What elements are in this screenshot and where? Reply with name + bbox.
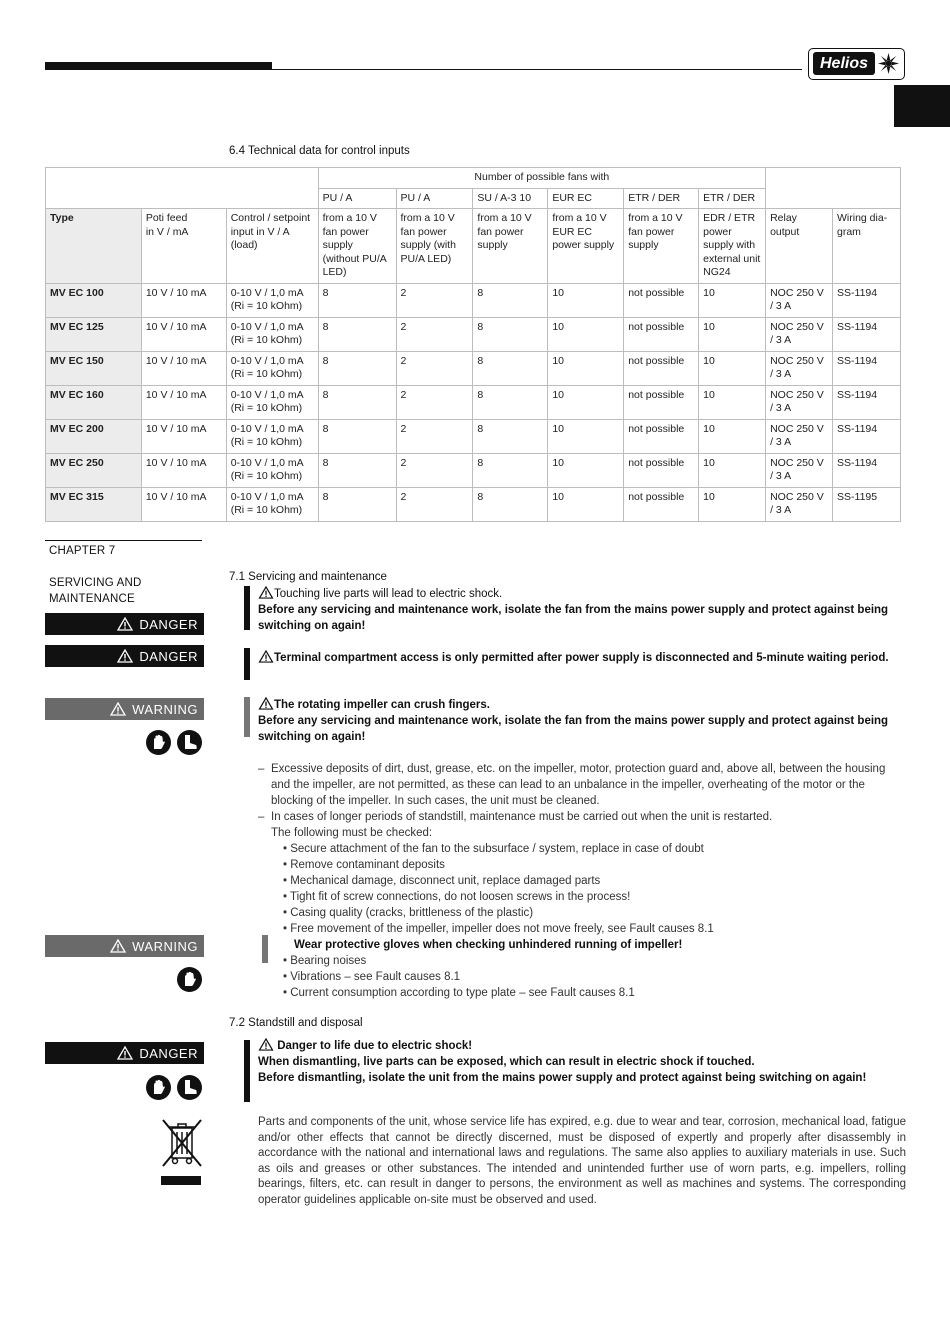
type-cell: MV EC 125 bbox=[46, 317, 142, 351]
table-cell: not possible bbox=[624, 283, 699, 317]
section-6-4-title: 6.4 Technical data for control inputs bbox=[229, 145, 410, 157]
danger-1-line1: Touching live parts will lead to electric shock. bbox=[274, 588, 503, 600]
warning-badge bbox=[45, 935, 204, 957]
table-cell: 8 bbox=[318, 351, 396, 385]
check-item: • Bearing noises bbox=[283, 955, 367, 967]
chapter-rule bbox=[45, 540, 202, 541]
sub-header: PU / A bbox=[318, 188, 396, 209]
column-header: EDR / ETR power supply with external unit NG24 bbox=[699, 209, 766, 284]
table-cell: 10 bbox=[699, 385, 766, 419]
table-cell: 10 bbox=[548, 487, 624, 521]
chapter-title-line1: SERVICING AND bbox=[49, 577, 142, 589]
group-header: Number of possible fans with bbox=[318, 168, 766, 189]
chapter-tab-marker bbox=[894, 85, 950, 127]
type-cell: MV EC 100 bbox=[46, 283, 142, 317]
table-cell: 8 bbox=[473, 487, 548, 521]
danger-badge bbox=[45, 645, 204, 667]
chapter-title-line2: MAINTENANCE bbox=[49, 593, 135, 605]
sub-header: PU / A bbox=[396, 188, 473, 209]
danger-3-line1: Danger to life due to electric shock! bbox=[277, 1040, 473, 1052]
table-cell: SS-1194 bbox=[833, 453, 901, 487]
danger-1-line2: Before any servicing and maintenance work, isolate the fan from the mains power supply and protect against being switching on again! bbox=[258, 604, 889, 632]
type-cell: MV EC 150 bbox=[46, 351, 142, 385]
table-row bbox=[46, 453, 901, 487]
table-row bbox=[46, 419, 901, 453]
table-cell: 0-10 V / 1,0 mA (Ri = 10 kOhm) bbox=[226, 419, 318, 453]
danger-badge-label: DANGER bbox=[139, 616, 198, 632]
disposal-paragraph: Parts and components of the unit, whose service life has expired, e.g. due to wear and tear, corrosion, mechanical load, fatigue and/or other effects that cannot be directly discerned, must be disposed of expertly and properly after disassembly in accordance with the national and international laws and regulations. The same also applies to auxiliary materials in use. Such as oils and greases or other substances. The intended and unintended further use of worn parts, e.g. impellers, rolling bearings, filters, etc. can result in danger to persons, the environment as well as machines and systems. The corresponding operator guidelines applicable on-site must be observed and used. bbox=[258, 1116, 906, 1206]
check-item: • Mechanical damage, disconnect unit, replace damaged parts bbox=[283, 875, 601, 887]
dash-item-2: In cases of longer periods of standstill, maintenance must be carried out when the unit is restarted. bbox=[271, 811, 773, 823]
fan-icon bbox=[877, 52, 900, 75]
table-cell: SS-1195 bbox=[833, 487, 901, 521]
warning-badge-label: WARNING bbox=[132, 938, 198, 954]
check-item: • Remove contaminant deposits bbox=[283, 859, 445, 871]
check-item: • Current consumption according to type plate – see Fault causes 8.1 bbox=[283, 987, 635, 999]
table-cell: 10 bbox=[548, 317, 624, 351]
column-header: Control / setpoint input in V / A (load) bbox=[226, 209, 318, 284]
type-cell: MV EC 250 bbox=[46, 453, 142, 487]
table-cell: 8 bbox=[473, 351, 548, 385]
table-cell: 10 bbox=[699, 283, 766, 317]
danger-2-text: Terminal compartment access is only permitted after power supply is disconnected and 5-minute waiting period. bbox=[274, 652, 889, 664]
danger-notice-2 bbox=[258, 650, 906, 666]
check-intro: The following must be checked: bbox=[271, 827, 433, 839]
table-cell: 2 bbox=[396, 453, 473, 487]
check-list-2 bbox=[283, 953, 635, 1001]
table-cell: 10 V / 10 mA bbox=[141, 283, 226, 317]
warning-1-line1: The rotating impeller can crush fingers. bbox=[274, 699, 490, 711]
danger-badge bbox=[45, 1042, 204, 1064]
table-body bbox=[46, 283, 901, 521]
table-cell: NOC 250 V / 3 A bbox=[766, 317, 833, 351]
warning-triangle-icon bbox=[258, 1038, 274, 1051]
danger-marker-bar bbox=[244, 1040, 250, 1102]
warning-triangle-icon bbox=[117, 617, 133, 631]
check-item: • Casing quality (cracks, brittleness of the plastic) bbox=[283, 907, 534, 919]
table-cell: 0-10 V / 1,0 mA (Ri = 10 kOhm) bbox=[226, 351, 318, 385]
table-row bbox=[46, 385, 901, 419]
type-cell: MV EC 160 bbox=[46, 385, 142, 419]
control-inputs-table bbox=[45, 167, 901, 522]
table-cell: SS-1194 bbox=[833, 419, 901, 453]
table-cell: 8 bbox=[318, 283, 396, 317]
sub-header: ETR / DER bbox=[699, 188, 766, 209]
table-cell: 8 bbox=[318, 453, 396, 487]
check-item: • Vibrations – see Fault causes 8.1 bbox=[283, 971, 461, 983]
dash-bullet-1: – bbox=[258, 763, 265, 775]
danger-badge bbox=[45, 613, 204, 635]
warning-marker-bar bbox=[244, 697, 250, 737]
table-cell: 8 bbox=[318, 385, 396, 419]
table-cell: 8 bbox=[473, 283, 548, 317]
logo-text: Helios bbox=[813, 52, 875, 75]
table-group-header-row bbox=[46, 168, 901, 189]
table-cell: 8 bbox=[318, 487, 396, 521]
warning-notice-1 bbox=[258, 697, 906, 745]
check-list bbox=[283, 841, 714, 937]
danger-3-line3: Before dismantling, isolate the unit from the mains power supply and protect against being switching on again! bbox=[258, 1072, 867, 1084]
table-cell: 10 V / 10 mA bbox=[141, 351, 226, 385]
table-cell: 2 bbox=[396, 351, 473, 385]
table-cell: 10 bbox=[548, 351, 624, 385]
gloves-note: Wear protective gloves when checking unhindered running of impeller! bbox=[294, 939, 683, 951]
table-cell: 8 bbox=[318, 317, 396, 351]
table-cell: 10 bbox=[548, 453, 624, 487]
table-cell: 8 bbox=[473, 453, 548, 487]
warning-triangle-icon bbox=[117, 649, 133, 663]
table-cell: 10 V / 10 mA bbox=[141, 385, 226, 419]
sub-header: EUR EC bbox=[548, 188, 624, 209]
dash-item-1: Excessive deposits of dirt, dust, grease, etc. on the impeller, motor, protection guard and, above all, between the housing and the impeller, are not permitted, as these can lead to an unbalance in the impeller, overheating of the motor or the blocking of the impeller. In such cases, the unit must be cleaned. bbox=[271, 763, 886, 807]
weee-bin-icon bbox=[160, 1118, 204, 1193]
table-row bbox=[46, 283, 901, 317]
column-header: Relay output bbox=[766, 209, 833, 284]
table-cell: 2 bbox=[396, 385, 473, 419]
table-cell: 2 bbox=[396, 283, 473, 317]
type-cell: MV EC 200 bbox=[46, 419, 142, 453]
type-cell: MV EC 315 bbox=[46, 487, 142, 521]
column-header: Type bbox=[46, 209, 142, 284]
table-cell: 10 bbox=[699, 453, 766, 487]
danger-marker-bar bbox=[244, 648, 250, 680]
dash-bullet-2: – bbox=[258, 811, 265, 823]
column-header: from a 10 V fan power supply (without PU/A LED) bbox=[318, 209, 396, 284]
gloves-icon bbox=[146, 1075, 171, 1100]
table-cell: not possible bbox=[624, 351, 699, 385]
danger-notice-1 bbox=[258, 586, 906, 634]
warning-badge bbox=[45, 698, 204, 720]
chapter-label: CHAPTER 7 bbox=[49, 545, 116, 557]
column-header: from a 10 V fan power supply bbox=[624, 209, 699, 284]
table-cell: 8 bbox=[473, 419, 548, 453]
table-cell: not possible bbox=[624, 419, 699, 453]
table-cell: 2 bbox=[396, 487, 473, 521]
gloves-icon bbox=[177, 967, 202, 992]
danger-badge-label: DANGER bbox=[139, 648, 198, 664]
danger-notice-3 bbox=[258, 1038, 906, 1086]
section-7-2-title: 7.2 Standstill and disposal bbox=[229, 1017, 363, 1029]
table-cell: NOC 250 V / 3 A bbox=[766, 487, 833, 521]
table-cell: NOC 250 V / 3 A bbox=[766, 351, 833, 385]
table-row bbox=[46, 317, 901, 351]
table-cell: not possible bbox=[624, 385, 699, 419]
helios-logo bbox=[808, 48, 905, 80]
warning-triangle-icon bbox=[110, 702, 126, 716]
table-blank-corner bbox=[46, 168, 319, 209]
table-cell: 10 bbox=[548, 419, 624, 453]
danger-3-line2: When dismantling, live parts can be exposed, which can result in electric shock if touched. bbox=[258, 1056, 755, 1068]
table-cell: NOC 250 V / 3 A bbox=[766, 453, 833, 487]
table-cell: SS-1194 bbox=[833, 283, 901, 317]
safety-boots-icon bbox=[177, 730, 202, 755]
table-cell: not possible bbox=[624, 487, 699, 521]
table-cell: 2 bbox=[396, 317, 473, 351]
danger-marker-bar bbox=[244, 586, 250, 630]
table-row bbox=[46, 351, 901, 385]
check-item: • Tight fit of screw connections, do not loosen screws in the process! bbox=[283, 891, 631, 903]
table-cell: 0-10 V / 1,0 mA (Ri = 10 kOhm) bbox=[226, 317, 318, 351]
warning-marker-bar bbox=[262, 935, 268, 963]
column-header: from a 10 V fan power supply bbox=[473, 209, 548, 284]
table-cell: SS-1194 bbox=[833, 351, 901, 385]
table-blank-right bbox=[766, 168, 901, 209]
table-cell: 0-10 V / 1,0 mA (Ri = 10 kOhm) bbox=[226, 453, 318, 487]
check-item: • Secure attachment of the fan to the subsurface / system, replace in case of doubt bbox=[283, 843, 704, 855]
table-cell: 8 bbox=[318, 419, 396, 453]
warning-badge-label: WARNING bbox=[132, 701, 198, 717]
table-cell: NOC 250 V / 3 A bbox=[766, 385, 833, 419]
table-cell: NOC 250 V / 3 A bbox=[766, 283, 833, 317]
warning-triangle-icon bbox=[258, 697, 274, 710]
table-column-header-row bbox=[46, 209, 901, 284]
table-cell: 10 V / 10 mA bbox=[141, 453, 226, 487]
table-cell: 10 V / 10 mA bbox=[141, 317, 226, 351]
column-header: from a 10 V fan power supply (with PU/A LED) bbox=[396, 209, 473, 284]
warning-triangle-icon bbox=[110, 939, 126, 953]
column-header: Wiring dia- gram bbox=[833, 209, 901, 284]
table-cell: 0-10 V / 1,0 mA (Ri = 10 kOhm) bbox=[226, 385, 318, 419]
table-cell: SS-1194 bbox=[833, 385, 901, 419]
column-header: from a 10 V EUR EC power supply bbox=[548, 209, 624, 284]
warning-triangle-icon bbox=[117, 1046, 133, 1060]
table-cell: not possible bbox=[624, 317, 699, 351]
table-cell: 10 bbox=[548, 385, 624, 419]
warning-triangle-icon bbox=[258, 650, 274, 663]
section-7-1-title: 7.1 Servicing and maintenance bbox=[229, 571, 387, 583]
table-cell: not possible bbox=[624, 453, 699, 487]
table-cell: 10 V / 10 mA bbox=[141, 419, 226, 453]
table-cell: 10 bbox=[699, 317, 766, 351]
warning-triangle-icon bbox=[258, 586, 274, 599]
table-cell: 0-10 V / 1,0 mA (Ri = 10 kOhm) bbox=[226, 283, 318, 317]
table-cell: NOC 250 V / 3 A bbox=[766, 419, 833, 453]
gloves-icon bbox=[146, 730, 171, 755]
table-cell: 10 bbox=[548, 283, 624, 317]
table-cell: SS-1194 bbox=[833, 317, 901, 351]
check-item: • Free movement of the impeller, impeller does not move freely, see Fault causes 8.1 bbox=[283, 923, 714, 935]
table-cell: 10 bbox=[699, 351, 766, 385]
table-row bbox=[46, 487, 901, 521]
danger-badge-label: DANGER bbox=[139, 1045, 198, 1061]
safety-boots-icon bbox=[177, 1075, 202, 1100]
header-rule-thick bbox=[45, 62, 272, 70]
table-cell: 8 bbox=[473, 385, 548, 419]
table-cell: 10 bbox=[699, 419, 766, 453]
table-cell: 10 bbox=[699, 487, 766, 521]
warning-1-line2: Before any servicing and maintenance work, isolate the fan from the mains power supply and protect against being switching on again! bbox=[258, 715, 889, 743]
header-rule-thin bbox=[272, 69, 802, 70]
table-cell: 8 bbox=[473, 317, 548, 351]
table-cell: 2 bbox=[396, 419, 473, 453]
sub-header: ETR / DER bbox=[624, 188, 699, 209]
table-cell: 10 V / 10 mA bbox=[141, 487, 226, 521]
column-header: Poti feed in V / mA bbox=[141, 209, 226, 284]
table-cell: 0-10 V / 1,0 mA (Ri = 10 kOhm) bbox=[226, 487, 318, 521]
sub-header: SU / A-3 10 bbox=[473, 188, 548, 209]
